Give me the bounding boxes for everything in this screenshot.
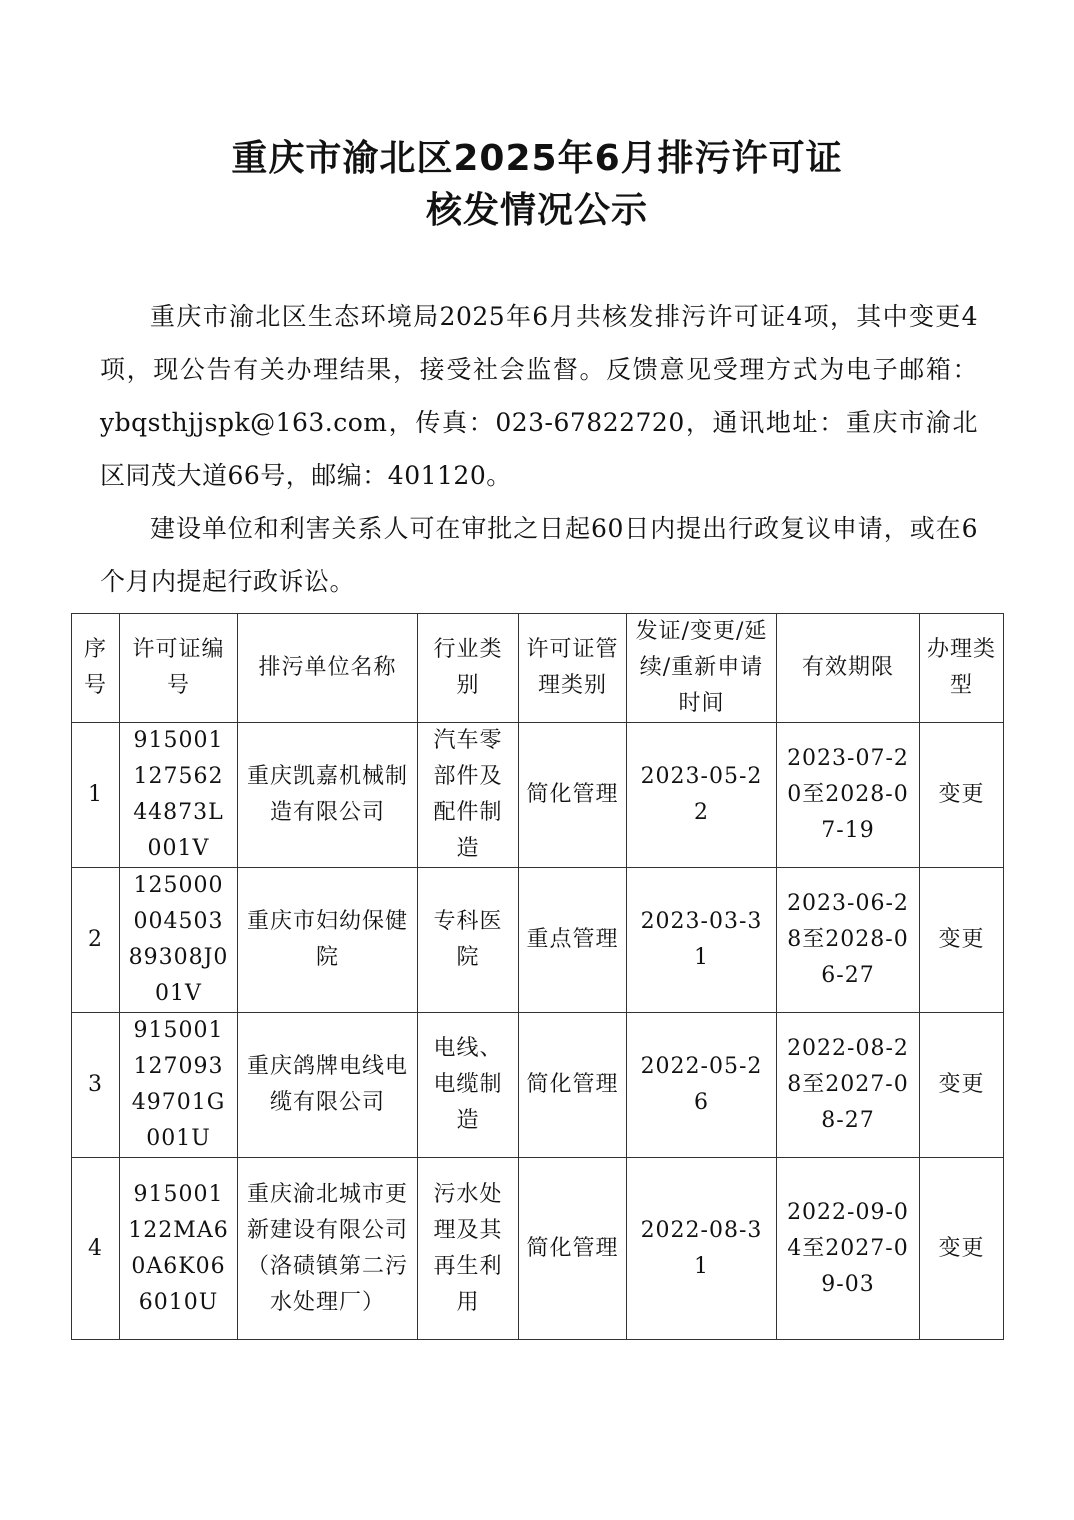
cell-industry: 专科医院 xyxy=(418,868,519,1013)
cell-issue-date: 2022-05-26 xyxy=(627,1013,777,1158)
title-line-1: 重庆市渝北区2025年6月排污许可证 xyxy=(231,138,843,179)
document-title xyxy=(0,133,1074,237)
cell-handling-type: 变更 xyxy=(920,1013,1004,1158)
cell-index: 4 xyxy=(72,1158,120,1340)
header-management-category: 许可证管理类别 xyxy=(519,614,627,723)
cell-validity: 2022-09-04至2027-09-03 xyxy=(777,1158,920,1340)
table-row xyxy=(72,1013,1004,1158)
cell-unit-name: 重庆渝北城市更新建设有限公司（洛碛镇第二污水处理厂） xyxy=(238,1158,418,1340)
cell-index: 1 xyxy=(72,723,120,868)
paragraph-notice: 重庆市渝北区生态环境局2025年6月共核发排污许可证4项，其中变更4项，现公告有关办理结果，接受社会监督。反馈意见受理方式为电子邮箱：ybqsthjjspk@163.com，传真：023-67822720，通讯地址：重庆市渝北区同茂大道66号，邮编：401120。 xyxy=(100,302,978,490)
cell-industry: 污水处理及其再生利用 xyxy=(418,1158,519,1340)
header-permit-number: 许可证编号 xyxy=(120,614,238,723)
cell-issue-date: 2022-08-31 xyxy=(627,1158,777,1340)
cell-management-category: 简化管理 xyxy=(519,723,627,868)
cell-issue-date: 2023-05-22 xyxy=(627,723,777,868)
cell-permit-number: 91500112709349701G001U xyxy=(120,1013,238,1158)
cell-unit-name: 重庆凯嘉机械制造有限公司 xyxy=(238,723,418,868)
paragraph-appeal: 建设单位和利害关系人可在审批之日起60日内提出行政复议申请，或在6个月内提起行政诉讼。 xyxy=(100,514,978,596)
table-row xyxy=(72,1158,1004,1340)
cell-validity: 2023-06-28至2028-06-27 xyxy=(777,868,920,1013)
cell-management-category: 简化管理 xyxy=(519,1013,627,1158)
table-header-row xyxy=(72,614,1004,723)
header-handling-type: 办理类型 xyxy=(920,614,1004,723)
cell-validity: 2023-07-20至2028-07-19 xyxy=(777,723,920,868)
cell-index: 2 xyxy=(72,868,120,1013)
cell-issue-date: 2023-03-31 xyxy=(627,868,777,1013)
header-industry: 行业类别 xyxy=(418,614,519,723)
permit-table xyxy=(71,613,1004,1340)
announcement-body xyxy=(100,290,978,608)
cell-industry: 电线、电缆制造 xyxy=(418,1013,519,1158)
title-line-2: 核发情况公示 xyxy=(425,190,648,231)
cell-unit-name: 重庆鸽牌电线电缆有限公司 xyxy=(238,1013,418,1158)
cell-handling-type: 变更 xyxy=(920,868,1004,1013)
cell-handling-type: 变更 xyxy=(920,1158,1004,1340)
header-validity: 有效期限 xyxy=(777,614,920,723)
cell-validity: 2022-08-28至2027-08-27 xyxy=(777,1013,920,1158)
cell-permit-number: 915001122MA60A6K066010U xyxy=(120,1158,238,1340)
cell-management-category: 简化管理 xyxy=(519,1158,627,1340)
header-issue-date: 发证/变更/延续/重新申请时间 xyxy=(627,614,777,723)
table-row xyxy=(72,868,1004,1013)
cell-handling-type: 变更 xyxy=(920,723,1004,868)
table-row xyxy=(72,723,1004,868)
cell-permit-number: 12500000450389308J001V xyxy=(120,868,238,1013)
cell-management-category: 重点管理 xyxy=(519,868,627,1013)
header-index: 序号 xyxy=(72,614,120,723)
cell-index: 3 xyxy=(72,1013,120,1158)
cell-unit-name: 重庆市妇幼保健院 xyxy=(238,868,418,1013)
cell-permit-number: 91500112756244873L001V xyxy=(120,723,238,868)
header-unit-name: 排污单位名称 xyxy=(238,614,418,723)
cell-industry: 汽车零部件及配件制造 xyxy=(418,723,519,868)
